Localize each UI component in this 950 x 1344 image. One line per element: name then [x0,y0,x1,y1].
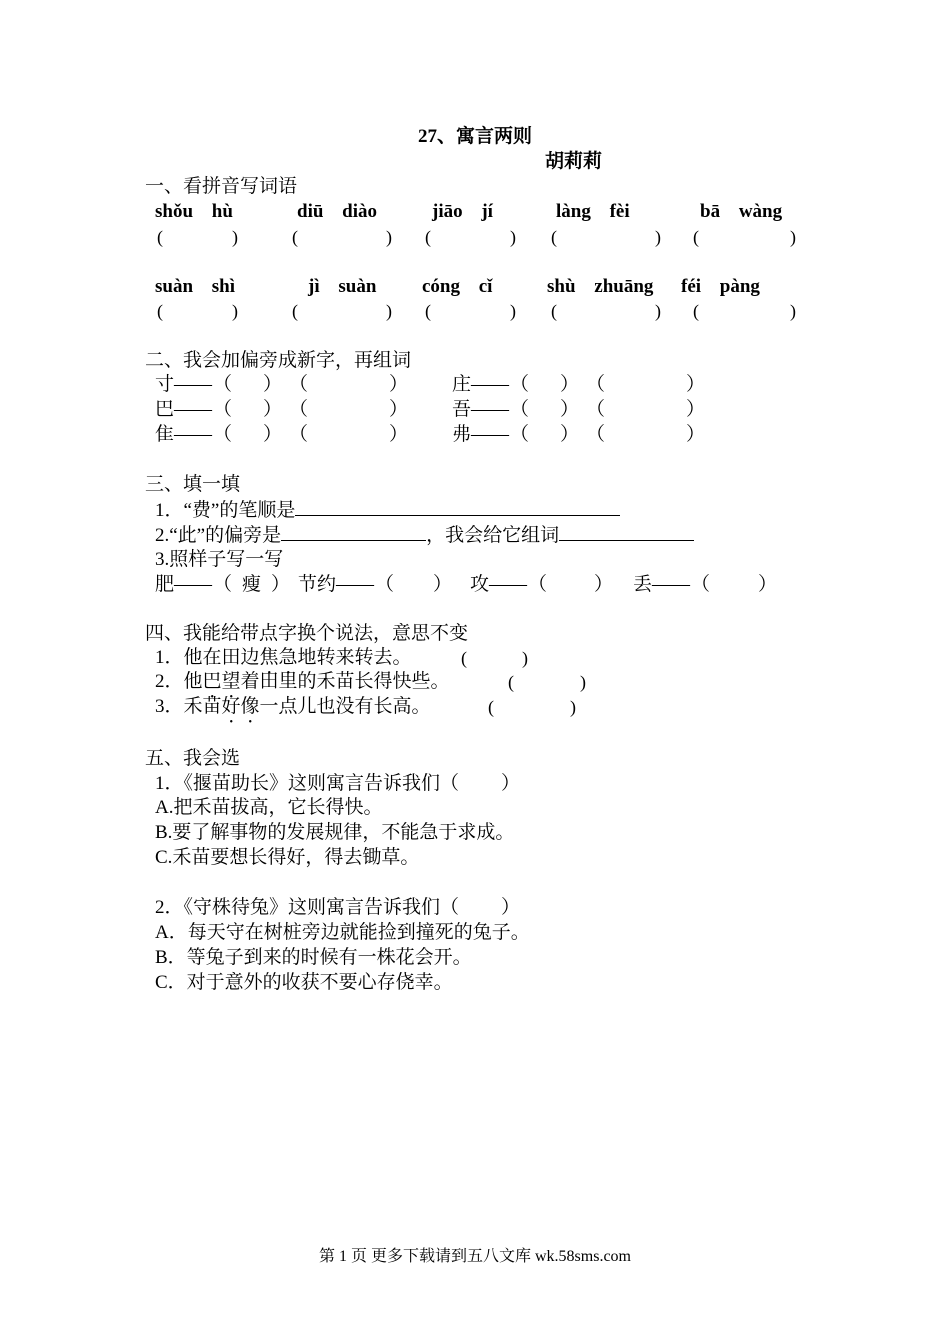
close-paren: ) [655,301,661,321]
choice-question-stem [155,897,520,919]
answer-blank [551,226,661,248]
close-paren: ) [386,301,392,321]
open-paren: （ [213,399,233,420]
answer-blank [425,300,516,322]
close-paren: ） [685,424,705,445]
base-character: 弗 [452,424,472,445]
open-paren: ( [488,697,494,717]
open-paren: （ [289,424,309,445]
dotted-word: 焦急 [259,647,298,668]
open-paren: ( [461,648,467,668]
pinyin-prompt: cóng cǐ [422,276,493,297]
word-blank [289,374,408,396]
radical-item [155,374,408,396]
close-paren: ） [685,374,705,395]
example-blank [213,574,290,596]
open-paren: （ [213,374,233,395]
close-paren: ） [758,574,778,595]
dotted-word: 好像 [221,696,260,717]
question-text: ，我会给它组词 [426,525,560,546]
question-number: 2． [155,671,184,692]
section5-heading: 五、我会选 [145,748,241,769]
word-blank [289,399,408,421]
pinyin-prompt: jì suàn [308,276,377,297]
section4-heading: 四、我能给带点字换个说法，意思不变 [145,623,469,644]
base-character: 吾 [452,399,472,420]
example-word: 节约 [298,574,337,595]
answer-blank [693,300,796,322]
answer-underline [559,524,694,541]
close-paren: ） [501,773,521,794]
open-paren: ( [425,227,431,247]
sentence-part: 着田里的禾苗长得快些。 [240,671,450,692]
open-paren: ( [551,301,557,321]
new-character-blank [510,424,579,446]
pinyin-prompt: suàn shì [155,276,236,297]
pinyin-prompt: bā wàng [700,201,783,222]
question-text: 1．《揠苗助长》这则寓言告诉我们 [155,773,441,794]
question-text: 2.“此”的偏旁是 [155,525,282,546]
close-paren: ) [232,301,238,321]
open-paren: ( [157,227,163,247]
dash: —— [471,399,509,420]
open-paren: ( [551,227,557,247]
example-word: 丢 [633,574,653,595]
close-paren: ) [790,227,796,247]
close-paren: ) [232,227,238,247]
open-paren: ( [693,227,699,247]
choice-option: B．等兔子到来的时候有一株花会开。 [155,947,472,968]
close-paren: ） [594,574,614,595]
dash: —— [336,574,375,595]
example-item [155,574,290,596]
dash: —— [174,574,213,595]
open-paren: （ [586,374,606,395]
pinyin-prompt: féi pàng [681,276,760,297]
close-paren: ) [522,648,528,668]
close-paren: ） [559,399,579,420]
fill-question-3: 3.照样子写一写 [155,549,284,570]
close-paren: ） [388,399,408,420]
close-paren: ) [790,301,796,321]
example-item [298,574,452,596]
choice-option: C．对于意外的收获不要心存侥幸。 [155,972,453,993]
answer-blank [508,671,586,693]
example-blank [375,574,452,596]
dash: —— [652,574,691,595]
word-blank [289,424,408,446]
word-blank [586,399,705,421]
author-name: 胡莉莉 [545,151,603,172]
question-text: 1．“费”的笔顺是 [155,500,296,521]
close-paren: ) [580,672,586,692]
open-paren: （ [289,399,309,420]
question-number: 1． [155,647,184,668]
open-paren: （ [213,574,233,595]
open-paren: （ [528,574,548,595]
radical-item [155,424,408,446]
open-paren: ( [693,301,699,321]
example-word: 攻 [470,574,490,595]
new-character-blank [510,374,579,396]
pinyin-prompt: diū diào [297,201,378,222]
example-blank [528,574,613,596]
open-paren: （ [510,424,530,445]
base-character: 巴 [155,399,175,420]
example-answer: 瘦 [242,574,262,595]
answer-blank [157,226,238,248]
new-character-blank [213,424,282,446]
word-blank [586,374,705,396]
choice-option: B.要了解事物的发展规律，不能急于求成。 [155,822,515,843]
answer-blank [292,226,392,248]
answer-blank [693,226,796,248]
page-footer: 第 1 页 更多下载请到五八文库 wk.58sms.com [318,1248,631,1265]
answer-blank [488,696,576,718]
question-number: 3． [155,696,184,717]
open-paren: （ [510,374,530,395]
dash: —— [471,424,509,445]
new-character-blank [213,374,282,396]
open-paren: （ [691,574,711,595]
radical-item [452,374,705,396]
open-paren: ( [425,301,431,321]
word-blank [586,424,705,446]
section3-heading: 三、填一填 [145,474,241,495]
pinyin-prompt: shǒu hù [155,201,233,222]
worksheet-title: 27、寓言两则 [417,126,532,147]
close-paren: ) [655,227,661,247]
sentence-part: 地转来转去。 [297,647,412,668]
example-item [470,574,613,596]
open-paren: （ [586,399,606,420]
open-paren: ( [292,301,298,321]
open-paren: （ [375,574,395,595]
close-paren: ） [270,574,290,595]
close-paren: ） [388,374,408,395]
fill-question-1 [155,499,620,522]
open-paren: （ [440,897,460,918]
answer-underline [295,499,620,516]
close-paren: ） [262,424,282,445]
base-character: 庄 [452,374,472,395]
close-paren: ） [501,897,521,918]
close-paren: ) [570,697,576,717]
close-paren: ） [388,424,408,445]
answer-blank [440,897,520,919]
base-character: 隹 [155,424,175,445]
radical-item [452,399,705,421]
sentence-part: 他在田边 [183,647,260,668]
close-paren: ) [510,301,516,321]
close-paren: ） [262,399,282,420]
new-character-blank [213,399,282,421]
choice-question-stem [155,773,520,795]
open-paren: （ [213,424,233,445]
dash: —— [471,374,509,395]
choice-option: A．每天守在树桩旁边就能捡到撞死的兔子。 [155,922,530,943]
close-paren: ) [386,227,392,247]
close-paren: ） [559,374,579,395]
dash: —— [174,399,212,420]
close-paren: ) [510,227,516,247]
section2-heading: 二、我会加偏旁成新字，再组词 [145,350,412,371]
pinyin-prompt: làng fèi [556,201,630,222]
answer-blank [425,226,516,248]
fill-question-2 [155,524,694,547]
example-blank [691,574,777,596]
new-character-blank [510,399,579,421]
dash: —— [174,374,212,395]
close-paren: ） [262,374,282,395]
open-paren: （ [586,424,606,445]
open-paren: （ [289,374,309,395]
open-paren: ( [157,301,163,321]
answer-underline [281,524,426,541]
dash: —— [174,424,212,445]
example-word: 肥 [155,574,175,595]
question-text: 2．《守株待兔》这则寓言告诉我们 [155,897,441,918]
open-paren: ( [292,227,298,247]
close-paren: ） [685,399,705,420]
answer-blank [461,647,528,669]
section1-heading: 一、看拼音写词语 [145,176,298,197]
dotted-word: 巴望 [202,671,241,692]
sentence-part: 他 [183,671,203,692]
open-paren: （ [510,399,530,420]
sentence-part: 禾苗 [183,696,222,717]
replace-question [155,696,576,728]
open-paren: ( [508,672,514,692]
close-paren: ） [559,424,579,445]
answer-blank [157,300,238,322]
choice-option: A.把禾苗拔高，它长得快。 [155,797,383,818]
radical-item [155,399,408,421]
pinyin-prompt: jiāo jí [432,201,493,222]
radical-item [452,424,705,446]
base-character: 寸 [155,374,175,395]
open-paren: （ [440,773,460,794]
close-paren: ） [433,574,453,595]
answer-blank [440,773,520,795]
pinyin-prompt: shù zhuāng [547,276,654,297]
answer-blank [551,300,661,322]
answer-blank [292,300,392,322]
dash: —— [489,574,528,595]
choice-option: C.禾苗要想长得好，得去锄草。 [155,847,420,868]
example-item [633,574,777,596]
sentence-part: 一点儿也没有长高。 [259,696,431,717]
